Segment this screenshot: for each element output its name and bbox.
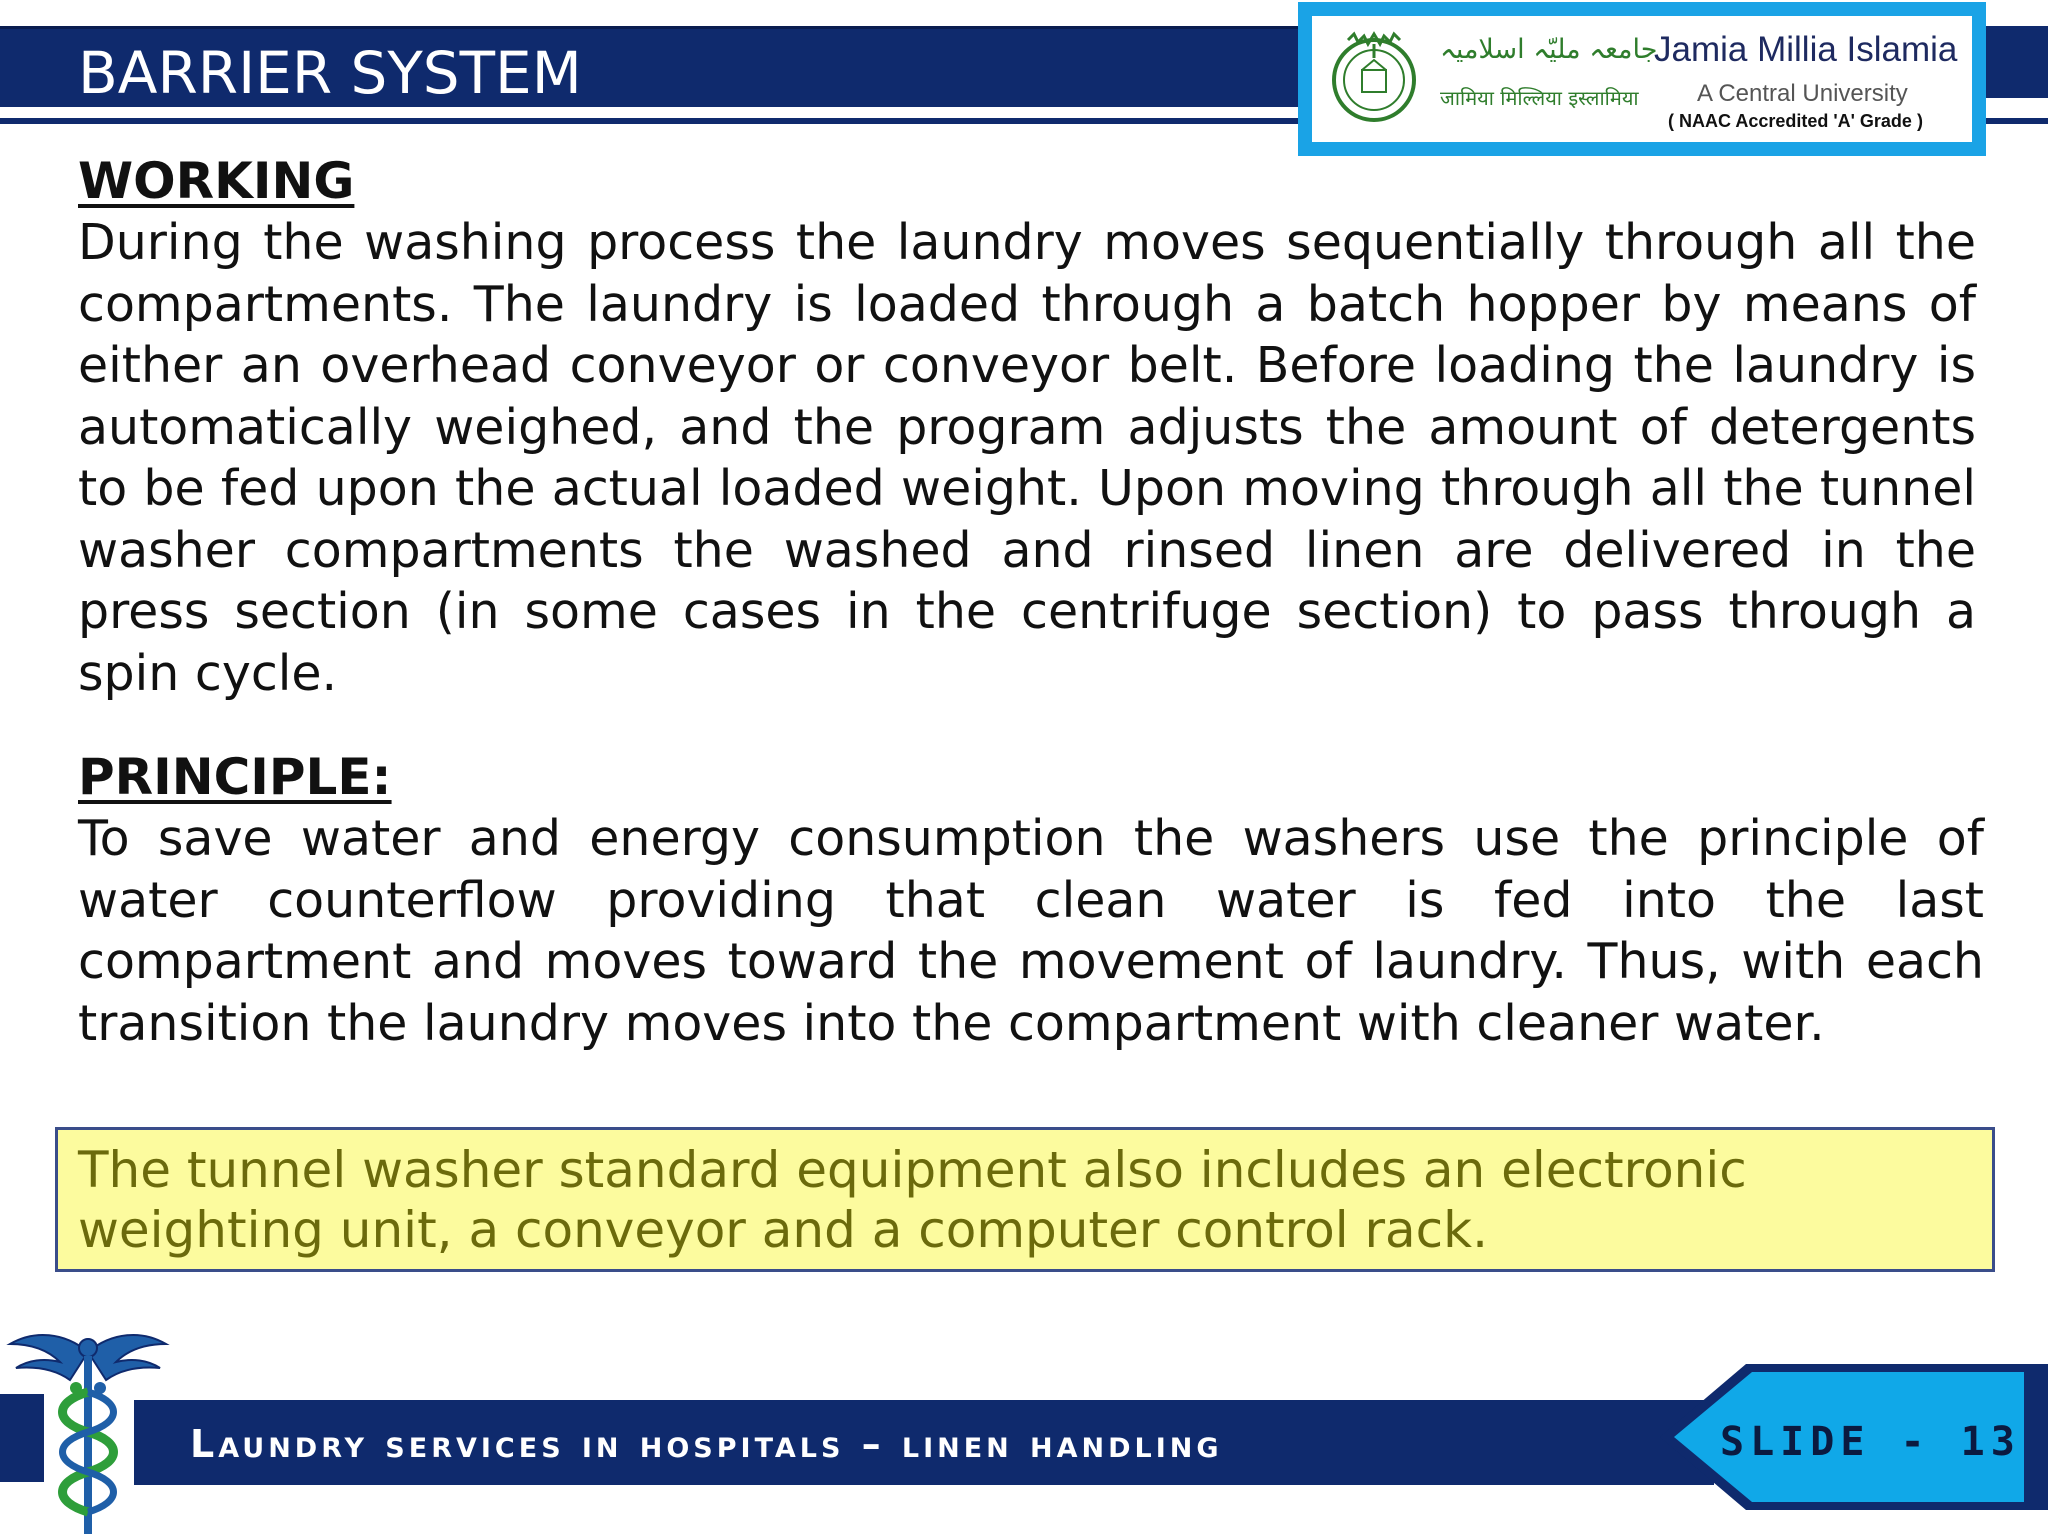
working-paragraph: During the washing process the laundry moves sequentially through all the compartments. The laundry is loaded through a batch hopper by means of either an overhead conveyor or conveyor belt. Before loading the laundry is automatically weighed, and the program adjusts the amount of detergents to be fed upon the actual loaded weight. Upon moving through all the tunnel washer compartments the washed and rinsed linen are delivered in the press section (in some cases in the centrifuge section) to pass through a spin cycle. xyxy=(78,214,1976,702)
highlight-note xyxy=(55,1127,1995,1272)
header-right-accent xyxy=(1985,26,2048,98)
logo-hindi-script: जामिया मिल्लिया इस्लामिया xyxy=(1440,86,1639,110)
university-grade: ( NAAC Accredited 'A' Grade ) xyxy=(1668,111,1923,131)
principle-paragraph: To save water and energy consumption the washers use the principle of water counterflow providing that clean water is fed into the last compartment and moves toward the movement of laundry. Thus, with each transition the laundry moves into the compartment with cleaner water. xyxy=(78,810,1984,1052)
university-subtitle: A Central University xyxy=(1697,80,1908,107)
slide-title: BARRIER SYSTEM xyxy=(78,39,582,107)
university-name: Jamia Millia Islamia xyxy=(1654,30,1958,69)
logo-panel xyxy=(1312,16,1972,142)
footer-title: Laundry services in hospitals – linen handling xyxy=(190,1422,1223,1466)
highlight-note-text: The tunnel washer standard equipment also includes an electronic weighting unit, a conveyor and a computer control rack. xyxy=(78,1141,1747,1259)
university-seal-icon xyxy=(1328,30,1420,126)
working-heading: WORKING xyxy=(78,152,355,210)
principle-heading: PRINCIPLE: xyxy=(78,748,392,806)
university-logo xyxy=(1298,2,1986,156)
caduceus-icon xyxy=(4,1322,172,1536)
logo-urdu-script: جامعہ ملیّہ اسلامیہ xyxy=(1440,34,1658,65)
slide-number: SLIDE - 13 xyxy=(1720,1419,2021,1465)
